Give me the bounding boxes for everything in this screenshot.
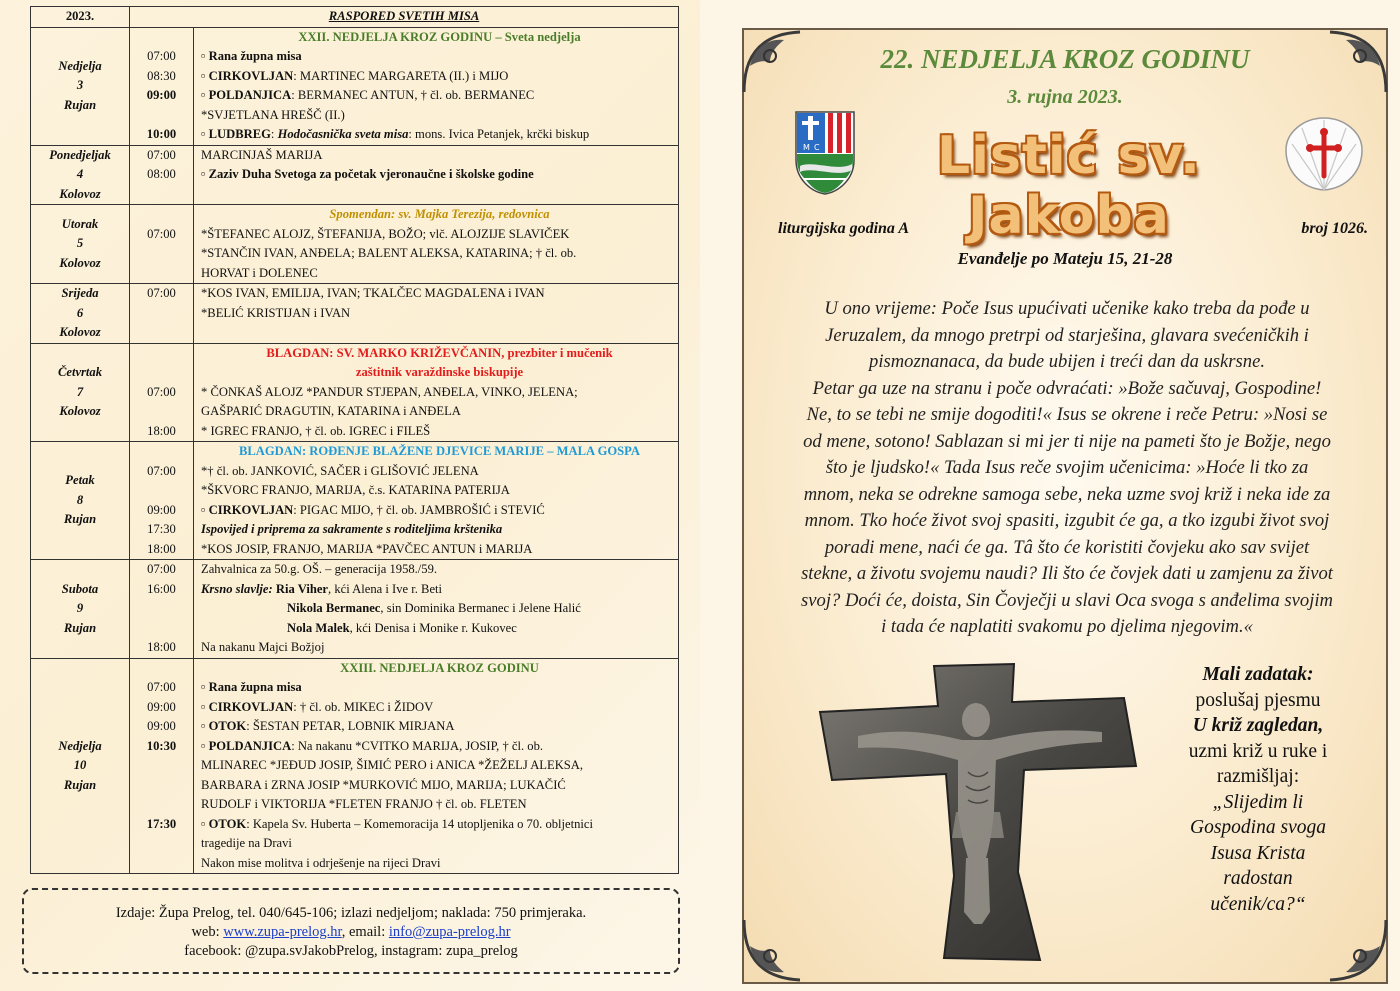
schedule-entries-cell <box>194 343 679 442</box>
mass-time: 17:30 <box>146 816 177 831</box>
schedule-day-cell <box>31 145 130 205</box>
gospel-line: mnom, neka se odrekne samoga sebe, neka uzme svoj križ i neka ide za <box>803 483 1331 505</box>
corner-ornament-icon <box>740 916 810 986</box>
day-label: 4 <box>76 167 84 181</box>
scallop-shell-icon <box>1282 114 1366 194</box>
day-label: 9 <box>76 601 84 615</box>
schedule-times-cell <box>130 205 194 284</box>
intention-text: : PIGAC MIJO, † čl. ob. JAMBROŠIĆ i STEVIĆ <box>293 502 545 517</box>
intention-text: *ŠKVORC FRANJO, MARIJA, č.s. KATARINA PATERIJA <box>201 483 510 497</box>
mass-time <box>130 756 193 776</box>
mass-intention <box>201 442 678 462</box>
imprint-publisher: Izdaje: Župa Prelog, tel. 040/645-106; izlazi nedjeljom; naklada: 750 primjeraka. <box>115 905 587 921</box>
day-label: Rujan <box>63 620 97 635</box>
intention-highlight: ▫ LUDBREG <box>201 127 271 141</box>
mass-time: 18:00 <box>147 541 176 556</box>
intention-text: : <box>270 127 278 141</box>
day-label: Utorak <box>61 216 99 231</box>
mass-time: 07:00 <box>147 49 176 63</box>
intention-text: *† čl. ob. JANKOVIĆ, SAČER i GLIŠOVIĆ JELENA <box>201 463 479 478</box>
task-line: razmišljaj: <box>1216 766 1300 787</box>
gospel-line: svoj? Doći će, doista, Sin Čovječji u slavi Oca svoga s anđelima svojim <box>801 589 1333 611</box>
intention-text: : Kapela Sv. Huberta – Komemoracija 14 utopljenika o 70. obljetnici <box>246 816 594 831</box>
corner-ornament-icon <box>1320 916 1390 986</box>
gospel-line: U ono vrijeme: Poče Isus upućivati učenike kako treba da pođe u <box>824 298 1310 319</box>
mass-intention <box>201 225 678 245</box>
intention-text: *SVJETLANA HREŠČ (II.) <box>201 107 345 122</box>
intention-text: RUDOLF i VIKTORIJA *FLETEN FRANJO † čl. ob. FLETEN <box>201 797 527 811</box>
intention-highlight: ▫ CIRKOVLJAN <box>201 502 294 517</box>
mass-time: 17:30 <box>147 522 176 536</box>
mass-time: 08:00 <box>147 167 176 181</box>
intention-text: : mons. Ivica Petanjek, krčki biskup <box>408 127 590 141</box>
intention-text: , sin Dominika Bermanec i Jelene Halić <box>380 601 581 615</box>
mass-intention <box>201 619 678 639</box>
mass-time: 08:30 <box>147 68 176 83</box>
website-link[interactable]: www.zupa-prelog.hr <box>223 924 342 940</box>
mass-time <box>130 205 193 225</box>
schedule-day-row <box>31 658 679 874</box>
mass-intention <box>201 422 678 442</box>
day-label: Rujan <box>63 97 97 112</box>
mass-intention <box>201 284 678 304</box>
intention-highlight: Hodočasnička sveta misa <box>277 127 409 141</box>
schedule-day-row <box>31 205 679 284</box>
mass-time: 10:30 <box>146 738 177 753</box>
mass-intention <box>201 638 678 658</box>
schedule-entries-cell <box>194 560 679 659</box>
mass-schedule-table <box>30 6 679 874</box>
mass-intention <box>201 737 678 757</box>
mass-intention <box>201 776 678 796</box>
mass-time <box>130 659 193 679</box>
intention-highlight: ▫ OTOK <box>201 816 247 831</box>
mass-intention <box>201 125 678 145</box>
schedule-times-cell <box>130 442 194 560</box>
mass-intention <box>201 205 678 225</box>
mass-intention <box>201 47 678 67</box>
intention-text: : MARTINEC MARGARETA (II.) i MIJO <box>293 68 509 83</box>
intention-text: BARBARA i ZRNA JOSIP *MURKOVIĆ MIJO, MARIJA; LUKAČIĆ <box>201 777 566 792</box>
mass-intention <box>201 501 678 521</box>
mass-intention <box>201 520 678 540</box>
small-task-box <box>1148 662 1368 917</box>
intention-text: tragedije na Dravi <box>201 836 292 850</box>
schedule-year: 2023. <box>31 7 130 28</box>
mass-intention <box>201 698 678 718</box>
day-label: Kolovoz <box>59 325 101 339</box>
mass-time: 07:00 <box>147 680 176 694</box>
mass-time: 10:00 <box>146 127 177 141</box>
schedule-times-cell <box>130 658 194 874</box>
imprint-email-label: , email: <box>341 924 389 940</box>
task-quote-line: „Slijedim li <box>1212 791 1304 813</box>
schedule-day-cell <box>31 560 130 659</box>
task-line: poslušaj pjesmu <box>1195 689 1321 711</box>
mass-time: 18:00 <box>147 640 176 654</box>
schedule-times-cell <box>130 145 194 205</box>
schedule-header-row <box>31 7 679 28</box>
intention-highlight: ▫ CIRKOVLJAN <box>201 699 294 714</box>
mass-time: 09:00 <box>147 699 176 714</box>
intention-text: HORVAT i DOLENEC <box>201 265 318 280</box>
intention-text: Nakon mise molitva i odrješenje na rijeci Dravi <box>201 855 441 870</box>
mass-time <box>130 28 193 48</box>
mass-intention <box>201 462 678 482</box>
schedule-day-row <box>31 284 679 344</box>
mass-time <box>130 264 193 284</box>
intention-highlight: ▫ Rana župna misa <box>201 49 302 63</box>
imprint-social: facebook: @zupa.svJakobPrelog, instagram: zupa_prelog <box>184 943 518 959</box>
day-label: Kolovoz <box>59 404 101 418</box>
schedule-entries-cell <box>194 284 679 344</box>
mass-time <box>130 323 193 343</box>
schedule-day-cell <box>31 658 130 874</box>
schedule-title: RASPORED SVETIH MISA <box>130 7 679 28</box>
gospel-line: pismoznanaca, da bude ubijen i treći dan da uskrsne. <box>869 351 1265 372</box>
mass-intention <box>201 580 678 600</box>
liturgical-year: liturgijska godina A <box>778 220 909 237</box>
schedule-entries-cell <box>194 205 679 284</box>
intention-text: , kći Alena i Ive r. Beti <box>328 581 443 596</box>
mass-intention <box>201 599 678 619</box>
intention-text: Ispovijed i priprema za sakramente s roditeljima krštenika <box>201 522 503 536</box>
gospel-line: mnom. Tko hoće život svoj spasiti, izgubit će ga, a tko izgubi život svoj <box>804 510 1330 531</box>
task-heading: Mali zadatak: <box>1202 664 1314 685</box>
intention-highlight: Nola Malek <box>287 620 350 635</box>
gospel-line: stekne, a životu svojemu naudi? Ili što će čovjek dati u zamjenu za život <box>801 563 1333 584</box>
intention-highlight: ▫ OTOK <box>201 719 247 733</box>
mass-time <box>130 481 193 501</box>
mass-time: 07:00 <box>147 463 176 478</box>
mass-time: 18:00 <box>147 423 176 438</box>
intention-text: , kći Denisa i Monike r. Kukovec <box>349 620 517 635</box>
mass-intention <box>201 854 678 874</box>
schedule-times-cell <box>130 560 194 659</box>
mass-time <box>130 402 193 422</box>
intention-text: : Na nakanu *CVITKO MARIJA, JOSIP, † čl. ob. <box>291 738 544 753</box>
intention-text: *KOS JOSIP, FRANJO, MARIJA *PAVČEC ANTUN i MARIJA <box>201 541 533 556</box>
coat-letter-m: M <box>803 143 810 152</box>
day-label: 6 <box>76 305 84 320</box>
intention-text: * IGREC FRANJO, † čl. ob. IGREC i FILEŠ <box>201 423 431 438</box>
schedule-day-row <box>31 442 679 560</box>
schedule-day-cell <box>31 343 130 442</box>
schedule-entries-cell <box>194 442 679 560</box>
mass-time <box>130 795 193 815</box>
day-label: Rujan <box>63 512 97 527</box>
intention-text: MARCINJAŠ MARIJA <box>201 147 323 162</box>
mass-time <box>130 442 193 462</box>
mass-time <box>130 599 193 619</box>
mass-time <box>130 619 193 639</box>
gospel-reference: Evanđelje po Mateju 15, 21-28 <box>957 249 1173 268</box>
mass-time: 09:00 <box>147 719 176 733</box>
mass-time: 07:00 <box>147 562 176 576</box>
intention-text: XXII. NEDJELJA KROZ GODINU – Sveta nedjelja <box>298 29 581 44</box>
intention-text: XXIII. NEDJELJA KROZ GODINU <box>340 660 539 675</box>
gospel-line: i tada će naplatiti svakomu po djelima njegovim.« <box>881 616 1253 637</box>
mass-time <box>130 244 193 264</box>
intention-text: GAŠPARIĆ DRAGUTIN, KATARINA i ANĐELA <box>201 404 461 418</box>
crucifix-icon <box>818 662 1140 962</box>
mass-time <box>130 304 193 324</box>
gospel-line: Ne, to se tebi ne smije dogoditi!« Isus se okrene i reče Petru: »Nosi se <box>806 404 1328 425</box>
schedule-day-cell <box>31 284 130 344</box>
task-quote-line: učenik/ca?“ <box>1210 893 1306 915</box>
intention-text: BLAGDAN: ROĐENJE BLAŽENE DJEVICE MARIJE – MALA GOSPA <box>238 444 641 458</box>
intention-highlight: ▫ Zaziv Duha Svetoga za početak vjeronaučne i školske godine <box>201 167 534 181</box>
issue-title: 22. NEDJELJA KROZ GODINU <box>880 44 1250 74</box>
mass-intention <box>201 146 678 166</box>
mass-intention <box>201 106 678 126</box>
mass-intention <box>201 834 678 854</box>
mass-time <box>130 776 193 796</box>
schedule-day-row <box>31 27 679 145</box>
song-title: U križ zagledan, <box>1192 715 1324 736</box>
coat-of-arms-icon <box>794 110 856 196</box>
intention-text: : ŠESTAN PETAR, LOBNIK MIRJANA <box>246 719 455 733</box>
mass-time <box>130 106 193 126</box>
intention-text: Na nakanu Majci Božjoj <box>201 640 325 654</box>
schedule-entries-cell <box>194 145 679 205</box>
schedule-day-row <box>31 560 679 659</box>
mass-intention <box>201 402 678 422</box>
mass-time: 16:00 <box>147 581 176 596</box>
intention-text: *ŠTEFANEC ALOJZ, ŠTEFANIJA, BOŽO; vlč. ALOJZIJE SLAVIČEK <box>201 226 570 241</box>
intention-text: zaštitnik varaždinske biskupije <box>355 365 524 379</box>
intention-text: *KOS IVAN, EMILIJA, IVAN; TKALČEC MAGDALENA i IVAN <box>201 286 545 300</box>
mass-intention <box>201 659 678 679</box>
day-label: Subota <box>61 581 99 596</box>
mass-intention <box>201 383 678 403</box>
intention-text: Spomendan: sv. Majka Terezija, redovnica <box>329 207 550 221</box>
mass-intention <box>201 264 678 284</box>
intention-text: Zahvalnica za 50.g. OŠ. – generacija 1958./59. <box>201 562 438 576</box>
day-label: Kolovoz <box>59 255 101 270</box>
mass-intention <box>201 28 678 48</box>
gospel-line: od mene, sotono! Sablazan si mi jer ti nije na pameti što je Božje, nego <box>803 430 1331 452</box>
intention-highlight: Nikola Bermanec <box>287 601 381 615</box>
intention-highlight: Ria Viher <box>272 581 329 596</box>
masthead-title: Listić sv. Jakoba <box>937 126 1201 246</box>
imprint-contacts <box>24 923 678 942</box>
mass-time: 07:00 <box>147 286 176 300</box>
schedule-times-cell <box>130 284 194 344</box>
day-label: Petak <box>65 473 95 488</box>
intention-text: *BELIĆ KRISTIJAN i IVAN <box>201 305 351 320</box>
intention-highlight: ▫ POLDANJICA <box>201 738 292 753</box>
day-label: 7 <box>76 384 84 399</box>
gospel-line: poradi mene, naći će ga. Tâ što će koristiti čovjeku ako sav svijet <box>824 536 1310 558</box>
schedule-day-row <box>31 343 679 442</box>
mass-time <box>130 344 193 364</box>
day-label: Kolovoz <box>59 186 101 201</box>
mass-intention <box>201 560 678 580</box>
intention-highlight: Krsno slavlje: <box>201 581 273 596</box>
issue-number: broj 1026. <box>1301 220 1368 237</box>
gospel-text <box>774 296 1360 641</box>
email-link[interactable]: info@zupa-prelog.hr <box>388 924 511 940</box>
day-label: Nedjelja <box>58 58 102 73</box>
intention-highlight: ▫ CIRKOVLJAN <box>201 68 294 83</box>
day-label: 8 <box>76 492 84 507</box>
bulletin-page <box>742 28 1388 984</box>
day-label: Srijeda <box>61 286 99 300</box>
mass-intention <box>201 323 678 343</box>
schedule-day-cell <box>31 27 130 145</box>
mass-intention <box>201 67 678 87</box>
task-quote-line: Isusa Krista <box>1210 842 1306 864</box>
schedule-day-cell <box>31 442 130 560</box>
mass-time <box>130 854 193 874</box>
mass-intention <box>201 363 678 383</box>
mass-intention <box>201 678 678 698</box>
coat-letter-c: C <box>814 143 820 152</box>
mass-time <box>130 834 193 854</box>
schedule-day-row <box>31 145 679 205</box>
day-label: Ponedjeljak <box>49 147 111 162</box>
mass-intention <box>201 756 678 776</box>
issue-date: 3. rujna 2023. <box>1007 86 1123 108</box>
day-label: 5 <box>76 236 84 251</box>
task-quote-line: Gospodina svoga <box>1190 817 1326 838</box>
mass-time: 09:00 <box>147 502 176 517</box>
day-label: Nedjelja <box>58 738 102 753</box>
mass-intention <box>201 481 678 501</box>
intention-text: MLINAREC *JEĐUD JOSIP, ŠIMIĆ PERO i ANICA *ŽEŽELJ ALEKSA, <box>201 758 584 772</box>
mass-intention <box>201 244 678 264</box>
day-label: 10 <box>73 758 87 772</box>
intention-highlight: ▫ Rana župna misa <box>201 680 302 694</box>
mass-time <box>130 363 193 383</box>
mass-intention <box>201 815 678 835</box>
imprint-web-label: web: <box>191 924 224 940</box>
mass-intention <box>201 540 678 560</box>
imprint-box <box>22 888 680 974</box>
mass-time: 07:00 <box>147 147 176 162</box>
mass-time: 07:00 <box>147 384 176 399</box>
gospel-line: što je ljudsko!« Tada Isus reče svojim učenicima: »Hoće li tko za <box>825 457 1309 478</box>
day-label: Rujan <box>63 777 97 792</box>
task-quote-line: radostan <box>1223 868 1293 889</box>
mass-time: 09:00 <box>146 88 177 102</box>
intention-text: *STANČIN IVAN, ANĐELA; BALENT ALEKSA, KATARINA; † čl. ob. <box>201 246 577 260</box>
mass-intention <box>201 304 678 324</box>
intention-text: * ČONKAŠ ALOJZ *PANDUR STJEPAN, ANĐELA, VINKO, JELENA; <box>201 384 578 399</box>
mass-time: 07:00 <box>147 226 176 241</box>
mass-intention <box>201 165 678 185</box>
mass-intention <box>201 344 678 364</box>
intention-text: : BERMANEC ANTUN, † čl. ob. BERMANEC <box>291 88 535 102</box>
mass-intention <box>201 86 678 106</box>
gospel-line: Jeruzalem, da mnogo pretrpi od starješina, glavara svećeničkih i <box>825 324 1309 346</box>
day-label: 3 <box>76 78 84 93</box>
intention-highlight: ▫ POLDANJICA <box>201 88 292 102</box>
day-label: Četvrtak <box>57 365 103 379</box>
schedule-entries-cell <box>194 658 679 874</box>
gospel-line: Petar ga uze na stranu i poče odvraćati: »Bože sačuvaj, Gospodine! <box>812 377 1322 399</box>
schedule-times-cell <box>130 343 194 442</box>
schedule-entries-cell <box>194 27 679 145</box>
mass-intention <box>201 795 678 815</box>
intention-text: : † čl. ob. MIKEC i ŽIDOV <box>293 699 434 714</box>
mass-intention <box>201 717 678 737</box>
task-line: uzmi križ u ruke i <box>1188 740 1328 762</box>
schedule-times-cell <box>130 27 194 145</box>
schedule-day-cell <box>31 205 130 284</box>
intention-text: BLAGDAN: SV. MARKO KRIŽEVČANIN, prezbiter i mučenik <box>266 345 613 360</box>
